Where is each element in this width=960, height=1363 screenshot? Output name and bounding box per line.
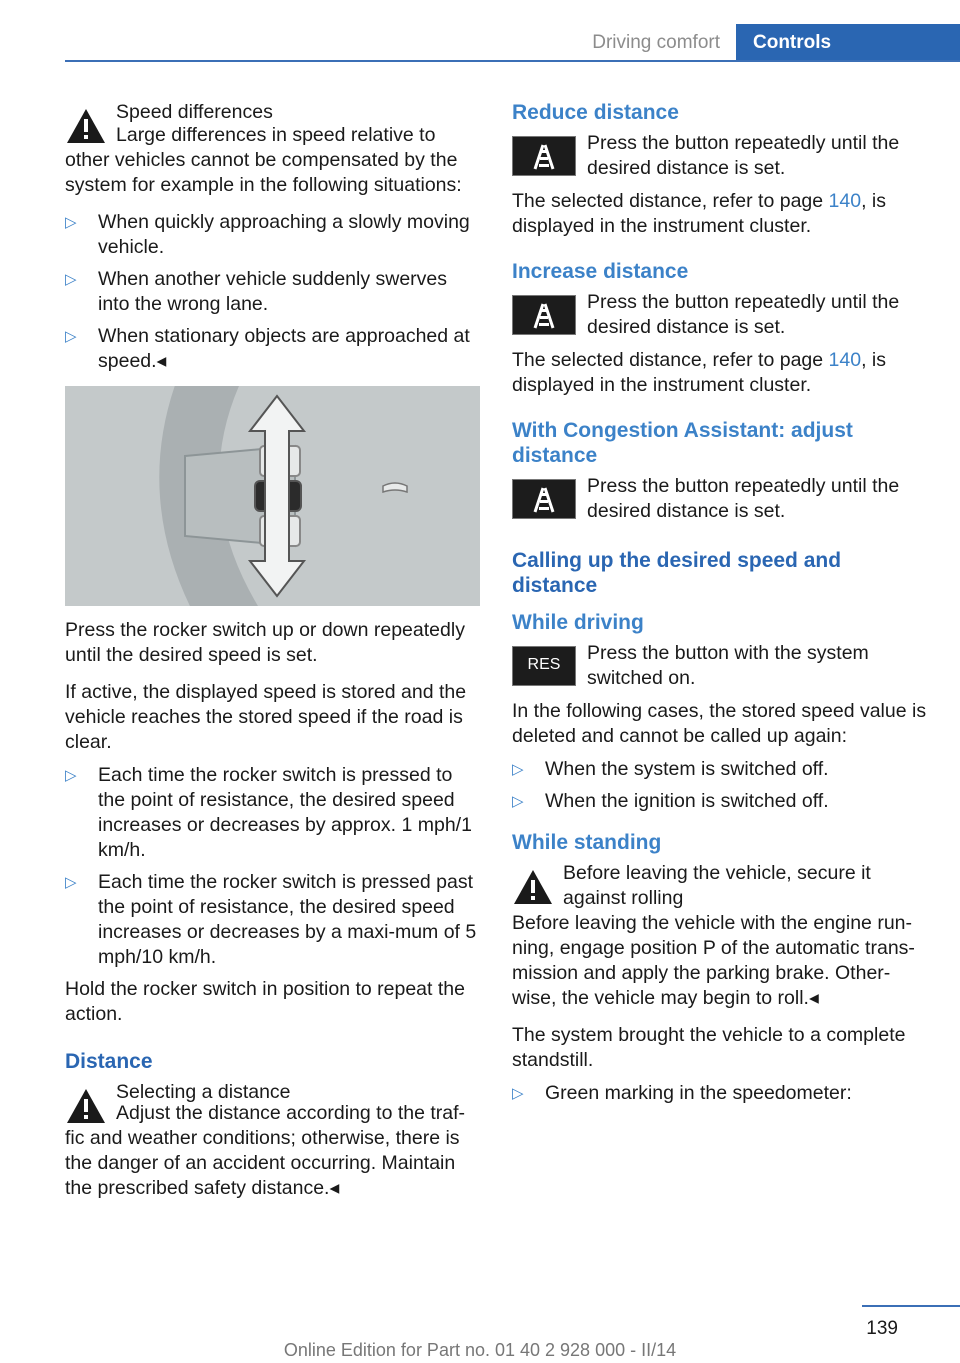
warning-title: Before leaving the vehicle, secure it against rolling xyxy=(563,862,871,909)
distance-button-icon xyxy=(512,295,576,335)
list-item xyxy=(512,789,928,814)
warning-text: Adjust the distance according to the traf‐fic and weather conditions; otherwise, there is the danger of an accident occurring. Maintain the prescribed safety distance.◂ xyxy=(65,1102,466,1199)
page-link[interactable]: 140 xyxy=(828,349,862,371)
heading-calling-up-speed: Calling up the desired speed and distance xyxy=(512,549,842,597)
button-description: Press the button repeatedly until the desired distance is set. xyxy=(587,132,900,179)
warning-icon xyxy=(65,1087,107,1125)
bullet-list-cases xyxy=(512,757,928,814)
list-item-text: Each time the rocker switch is pressed past the point of resistance, the desired speed increases or decreases by a maxi‐mum of 5 mph/10 km/h. xyxy=(98,871,477,968)
heading-increase-distance: Increase distance xyxy=(512,260,689,283)
bullet-icon: ▷ xyxy=(65,271,77,288)
reduce-distance-row xyxy=(512,131,928,181)
list-item xyxy=(65,324,479,374)
list-item-text: When quickly approaching a slowly moving vehicle. xyxy=(98,211,470,258)
bullet-icon: ▷ xyxy=(512,793,524,810)
congestion-distance-row xyxy=(512,474,928,524)
warning-title: Speed differences xyxy=(116,101,273,123)
page-reference-paragraph xyxy=(512,189,928,239)
distance-button-icon xyxy=(512,136,576,176)
text: , is displayed in the instrument cluster. xyxy=(512,349,886,396)
bullet-list-situations xyxy=(65,210,479,374)
page-link[interactable]: 140 xyxy=(828,190,862,212)
button-description: Press the button repeatedly until the desired distance is set. xyxy=(587,475,900,522)
page-header xyxy=(0,24,960,62)
increase-distance-row xyxy=(512,290,928,340)
list-item xyxy=(512,1081,928,1106)
heading-while-standing: While standing xyxy=(512,831,662,854)
warning-selecting-distance xyxy=(65,1080,479,1105)
button-description: Press the button repeatedly until the desired distance is set. xyxy=(587,291,900,338)
warning-secure-vehicle xyxy=(512,861,928,911)
bullet-icon: ▷ xyxy=(512,1085,524,1102)
list-item xyxy=(65,870,479,970)
paragraph: In the following cases, the stored speed value is deleted and cannot be called up again: xyxy=(512,700,927,747)
distance-button-icon xyxy=(512,479,576,519)
warning-speed-differences xyxy=(65,100,479,125)
header-rule xyxy=(65,60,960,62)
text: , is displayed in the instrument cluster. xyxy=(512,190,886,237)
rocker-switch-illustration xyxy=(65,386,480,606)
bullet-icon: ▷ xyxy=(65,874,77,891)
list-item xyxy=(512,757,928,782)
button-description: Press the button with the system switched on. xyxy=(587,642,869,689)
res-button-label: RES xyxy=(527,656,561,673)
list-item xyxy=(65,210,479,260)
bullet-icon: ▷ xyxy=(512,761,524,778)
warning-text: Large differences in speed relative to other vehicles cannot be compensated by the system for example in the following situations: xyxy=(65,124,462,196)
bullet-icon: ▷ xyxy=(65,214,77,231)
right-column xyxy=(512,100,928,1113)
page-number: 139 xyxy=(866,1318,898,1339)
list-item-text: When another vehicle suddenly swerves into the wrong lane. xyxy=(98,268,448,315)
list-item-text: When the ignition is switched off. xyxy=(545,790,829,812)
list-item-text: When the system is switched off. xyxy=(545,758,829,780)
footer-edition: Online Edition for Part no. 01 40 2 928 000 - II/14 xyxy=(283,1340,677,1360)
paragraph: The system brought the vehicle to a complete standstill. xyxy=(512,1024,906,1071)
header-tab xyxy=(736,24,960,62)
paragraph: If active, the displayed speed is stored and the vehicle reaches the stored speed if the road is clear. xyxy=(65,681,467,753)
warning-icon xyxy=(512,868,554,906)
left-column xyxy=(65,100,479,1201)
text: The selected distance, refer to page xyxy=(512,349,829,371)
heading-congestion-assistant: With Congestion Assistant: adjust distance xyxy=(512,419,853,467)
header-section: Driving comfort xyxy=(592,32,720,53)
warning-title: Selecting a distance xyxy=(116,1081,291,1103)
list-item xyxy=(65,267,479,317)
heading-distance: Distance xyxy=(65,1050,153,1073)
while-driving-row xyxy=(512,641,928,691)
footer-rule xyxy=(862,1305,960,1307)
res-button-icon xyxy=(512,646,576,686)
header-tab-label: Controls xyxy=(753,32,832,53)
text: The selected distance, refer to page xyxy=(512,190,829,212)
warning-icon xyxy=(65,107,107,145)
bullet-list-standstill xyxy=(512,1081,928,1106)
bullet-icon: ▷ xyxy=(65,767,77,784)
steering-wheel-rocker-switch-image xyxy=(65,386,480,606)
paragraph: Press the rocker switch up or down repeatedly until the desired speed is set. xyxy=(65,619,465,666)
heading-reduce-distance: Reduce distance xyxy=(512,101,679,124)
list-item-text: When stationary objects are approached at speed.◂ xyxy=(98,325,470,372)
heading-while-driving: While driving xyxy=(512,611,644,634)
list-item xyxy=(65,763,479,863)
paragraph: Hold the rocker switch in position to repeat the action. xyxy=(65,978,465,1025)
list-item-text: Green marking in the speedometer: xyxy=(545,1082,852,1104)
warning-text: Before leaving the vehicle with the engine run‐ning, engage position P of the automatic trans‐mission and apply the parking brake. Other‐wise, the vehicle may begin to roll.◂ xyxy=(512,912,915,1009)
bullet-icon: ▷ xyxy=(65,328,77,345)
page-reference-paragraph xyxy=(512,348,928,398)
bullet-list-rocker xyxy=(65,763,479,970)
list-item-text: Each time the rocker switch is pressed to the point of resistance, the desired speed increases or decreases by approx. 1 mph/1 km/h. xyxy=(98,764,472,861)
